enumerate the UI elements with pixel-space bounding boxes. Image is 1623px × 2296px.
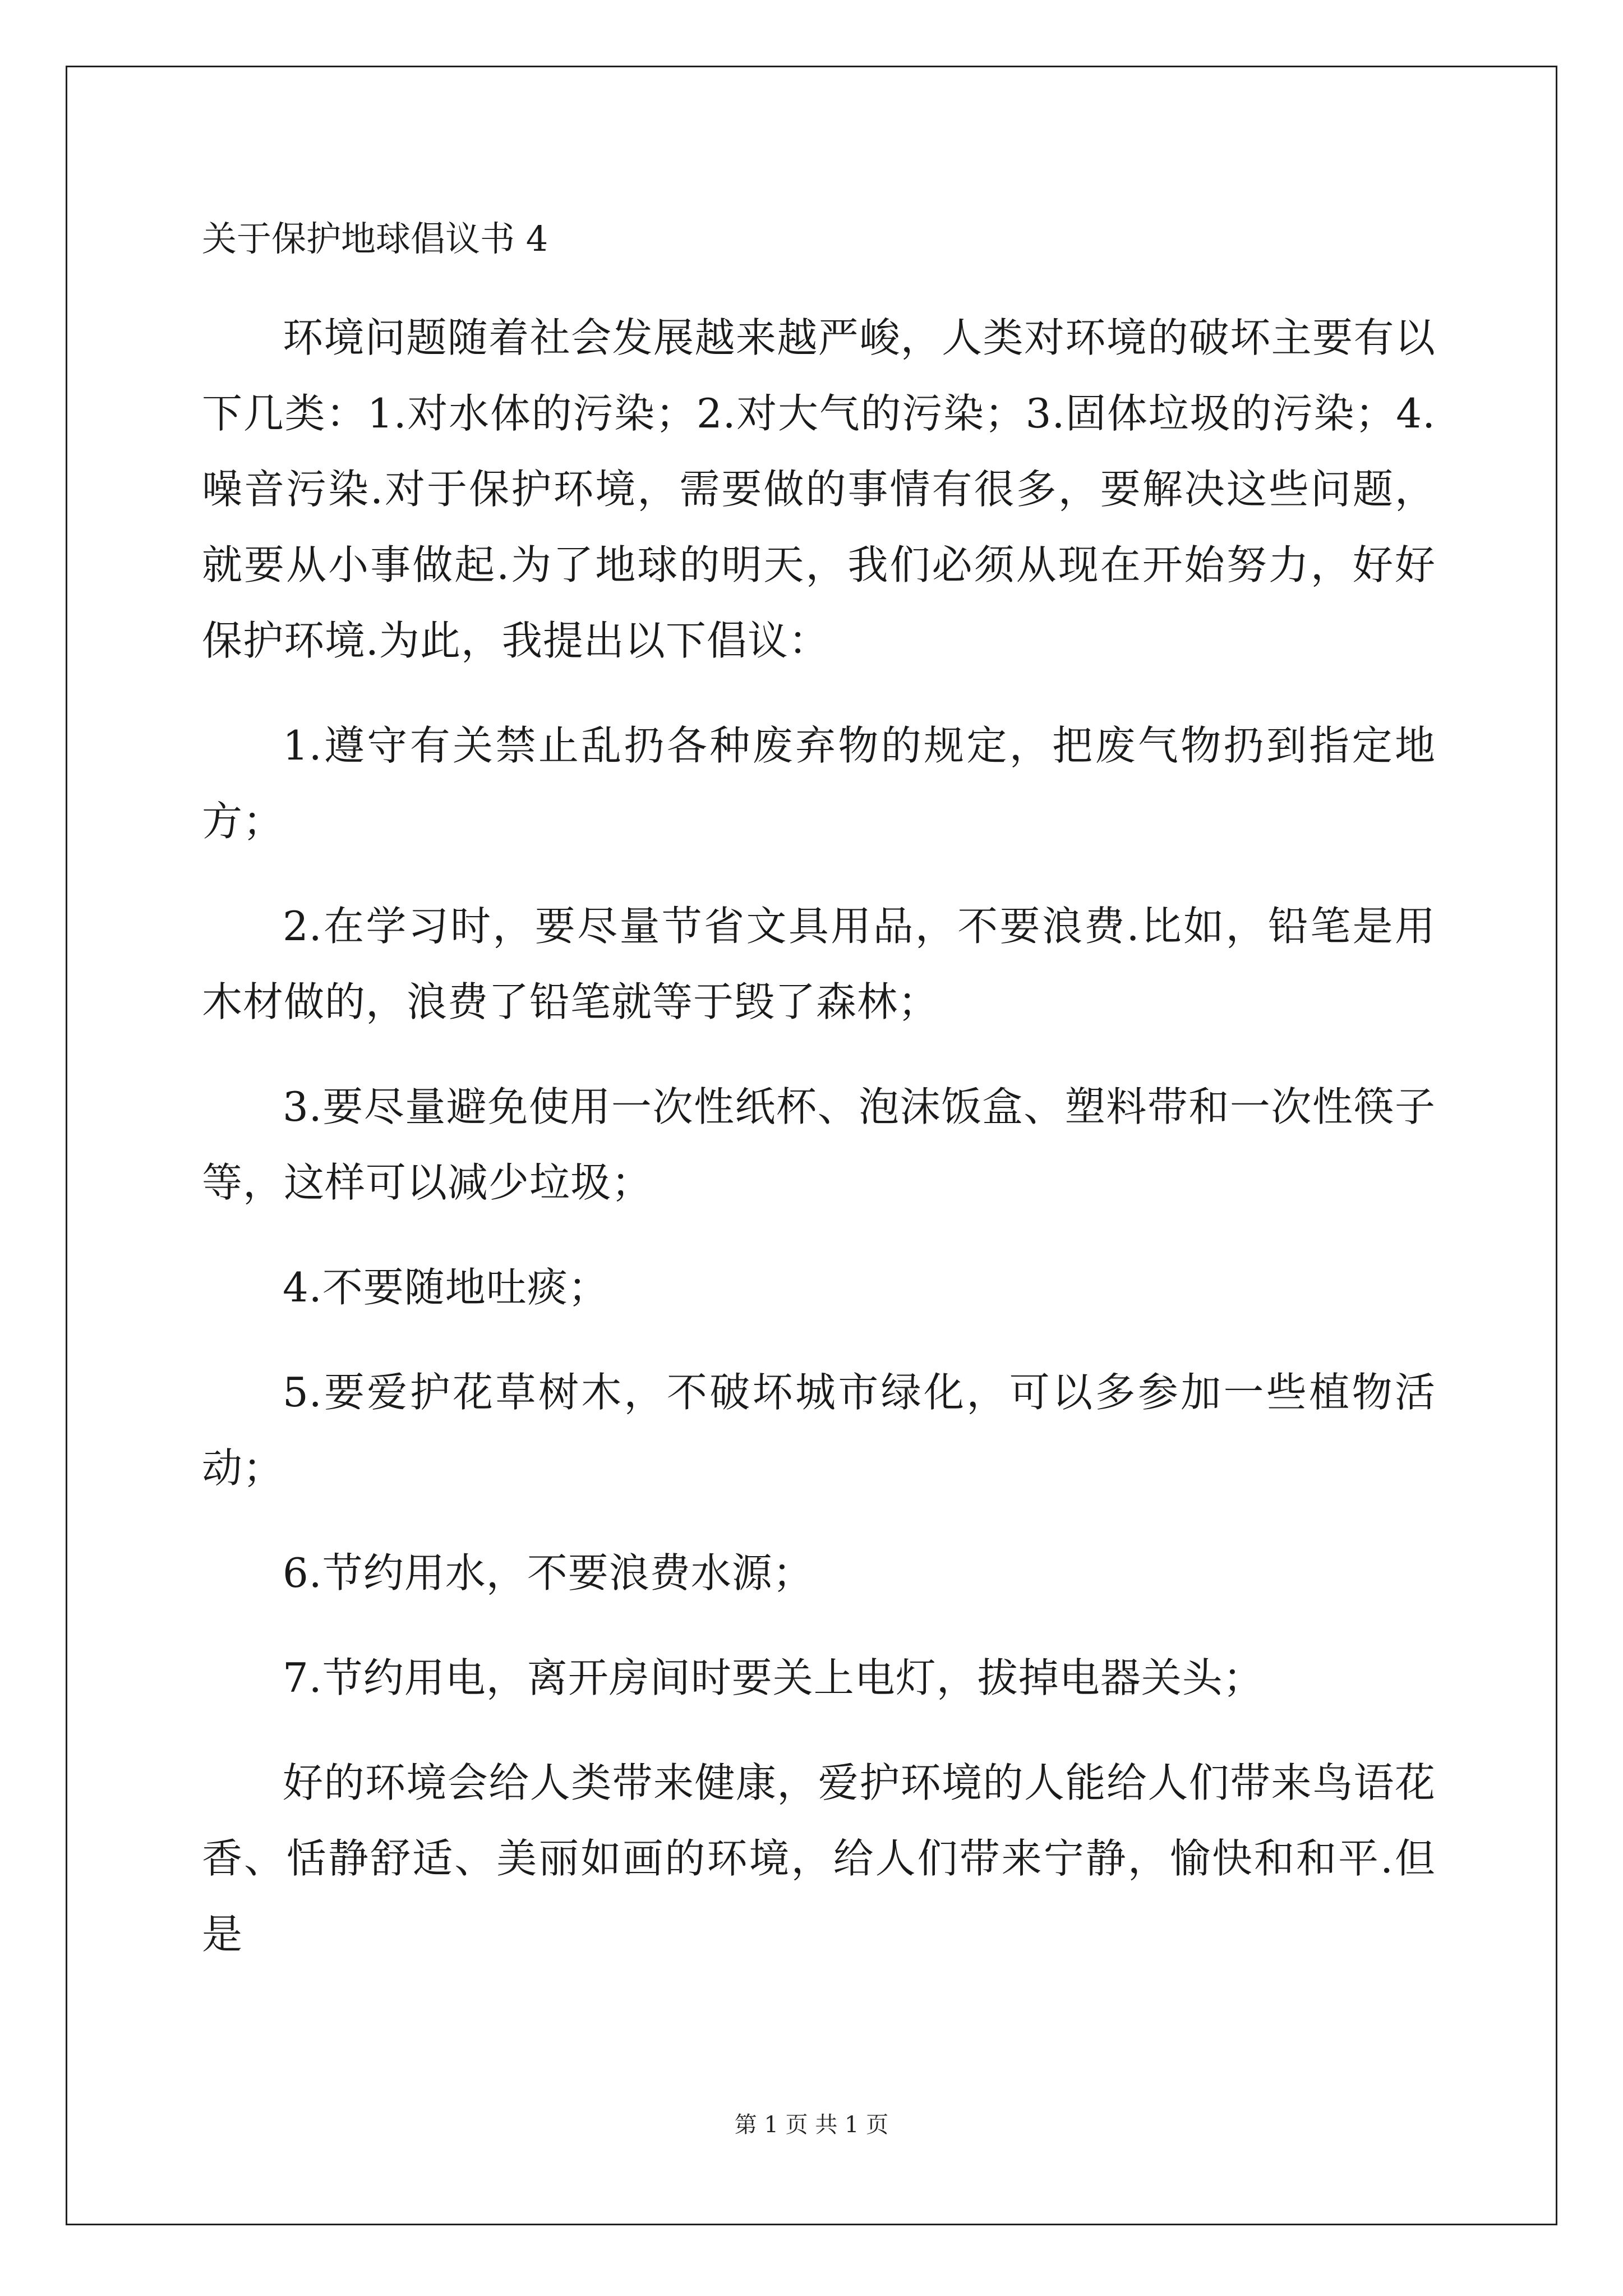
paragraph-item-7: 7.节约用电，离开房间时要关上电灯，拔掉电器关头； (283, 1654, 1264, 1701)
paragraph-closing: 好的环境会给人类带来健康，爱护环境的人能给人们带来鸟语花香、恬静舒适、美丽如画的环境，给人们带来宁静，愉快和和平.但是 (202, 1759, 1436, 1958)
paragraph-intro: 环境问题随着社会发展越来越严峻，人类对环境的破坏主要有以下几类：1.对水体的污染；2.对大气的污染；3.固体垃圾的污染；4.噪音污染.对于保护环境，需要做的事情有很多，要解决这些问题，就要从小事做起.为了地球的明天，我们必须从现在开始努力，好好保护环境.为此，我提出以下倡议： (202, 314, 1436, 664)
paragraph-item-1: 1.遵守有关禁止乱扔各种废弃物的规定，把废气物扔到指定地方； (202, 722, 1436, 845)
document-title: 关于保护地球倡议书 4 (202, 218, 548, 259)
paragraph-item-6: 6.节约用水，不要浪费水源； (283, 1549, 814, 1596)
paragraph-item-3: 3.要尽量避免使用一次性纸杯、泡沫饭盒、塑料带和一次性筷子等，这样可以减少垃圾； (202, 1083, 1436, 1206)
paragraph-item-4: 4.不要随地吐痰； (283, 1264, 609, 1311)
paragraph-item-5: 5.要爱护花草树木，不破坏城市绿化，可以多参加一些植物活动； (202, 1369, 1436, 1492)
page-number-footer: 第 1 页 共 1 页 (734, 2112, 889, 2138)
paragraph-item-2: 2.在学习时，要尽量节省文具用品，不要浪费.比如，铅笔是用木材做的，浪费了铅笔就等于毁了森林； (202, 903, 1436, 1025)
document-body (202, 218, 1436, 2001)
